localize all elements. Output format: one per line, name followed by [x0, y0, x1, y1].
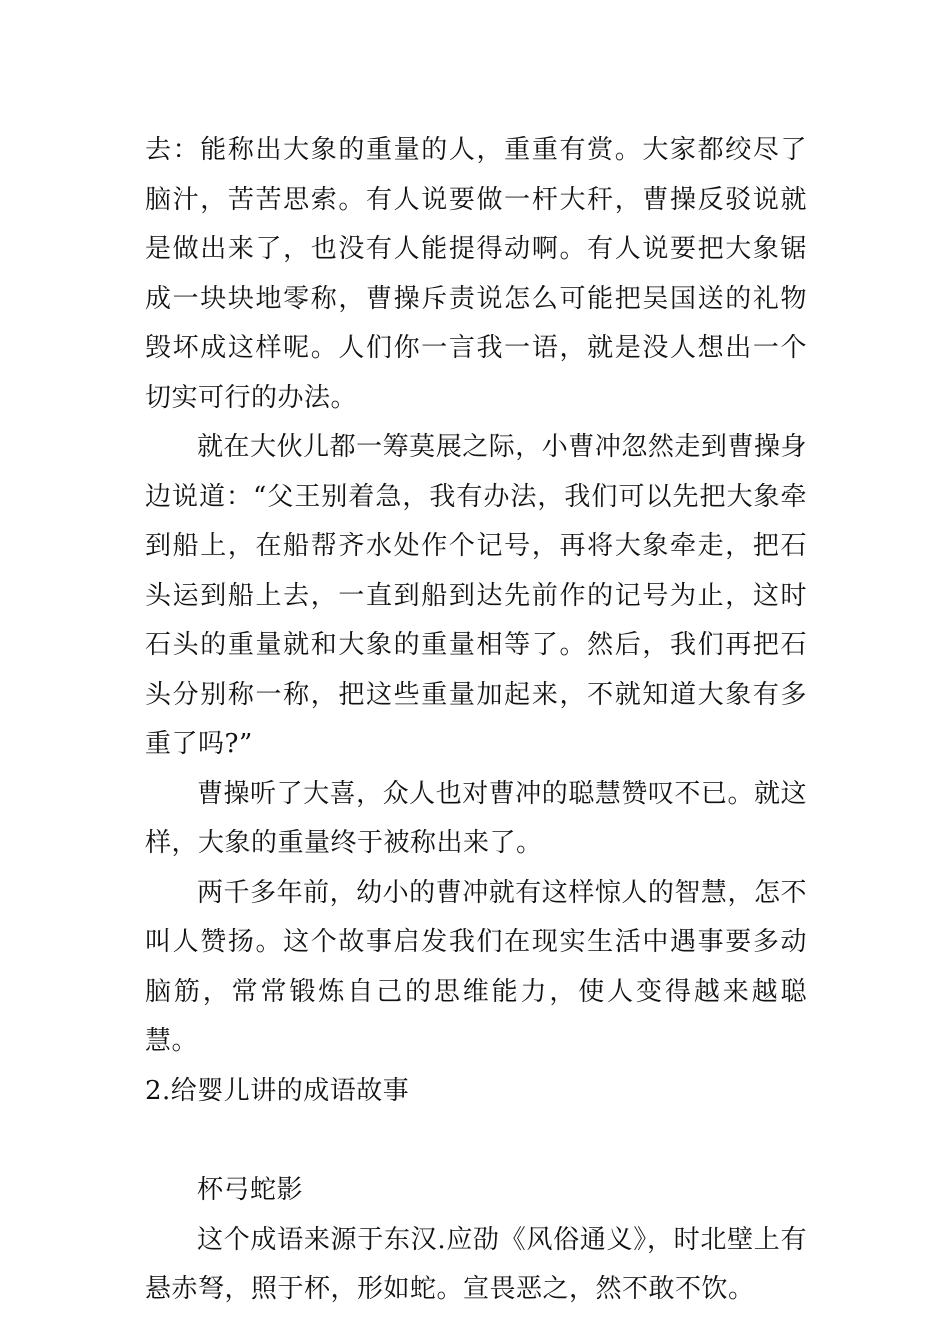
story-paragraph: 这个成语来源于东汉.应劭《风俗通义》，时北壁上有悬赤弩，照于杯，形如蛇。宣畏恶之，然不敢不饮。 — [145, 1224, 807, 1304]
paragraph-moral: 两千多年前，幼小的曹冲就有这样惊人的智慧，怎不叫人赞扬。这个故事启发我们在现实生活中遇事要多动脑筋，常常锻炼自己的思维能力，使人变得越来越聪慧。 — [145, 877, 807, 1056]
document-body — [145, 126, 807, 1315]
section-heading: 2.给婴儿讲的成语故事 — [145, 1075, 410, 1106]
story-title: 杯弓蛇影 — [197, 1175, 304, 1205]
paragraph-continued: 去：能称出大象的重量的人，重重有赏。大家都绞尽了脑汁，苦苦思索。有人说要做一杆大秆，曹操反驳说就是做出来了，也没有人能提得动啊。有人说要把大象锯成一块块地零称，曹操斥责说怎么可能把吴国送的礼物毁坏成这样呢。人们你一言我一语，就是没人想出一个切实可行的办法。 — [145, 135, 807, 413]
paragraph-cao-cao-pleased: 曹操听了大喜，众人也对曹冲的聪慧赞叹不已。就这样，大象的重量终于被称出来了。 — [145, 778, 807, 858]
paragraph-cao-chong-idea: 就在大伙儿都一筹莫展之际，小曹冲忽然走到曹操身边说道：“父王别着急，我有办法，我们可以先把大象牵到船上，在船帮齐水处作个记号，再将大象牵走，把石头运到船上去，一直到船到达先前作的记号为止，这时石头的重量就和大象的重量相等了。然后，我们再把石头分别称一称，把这些重量加起来，不就知道大象有多重了吗?” — [145, 432, 807, 759]
